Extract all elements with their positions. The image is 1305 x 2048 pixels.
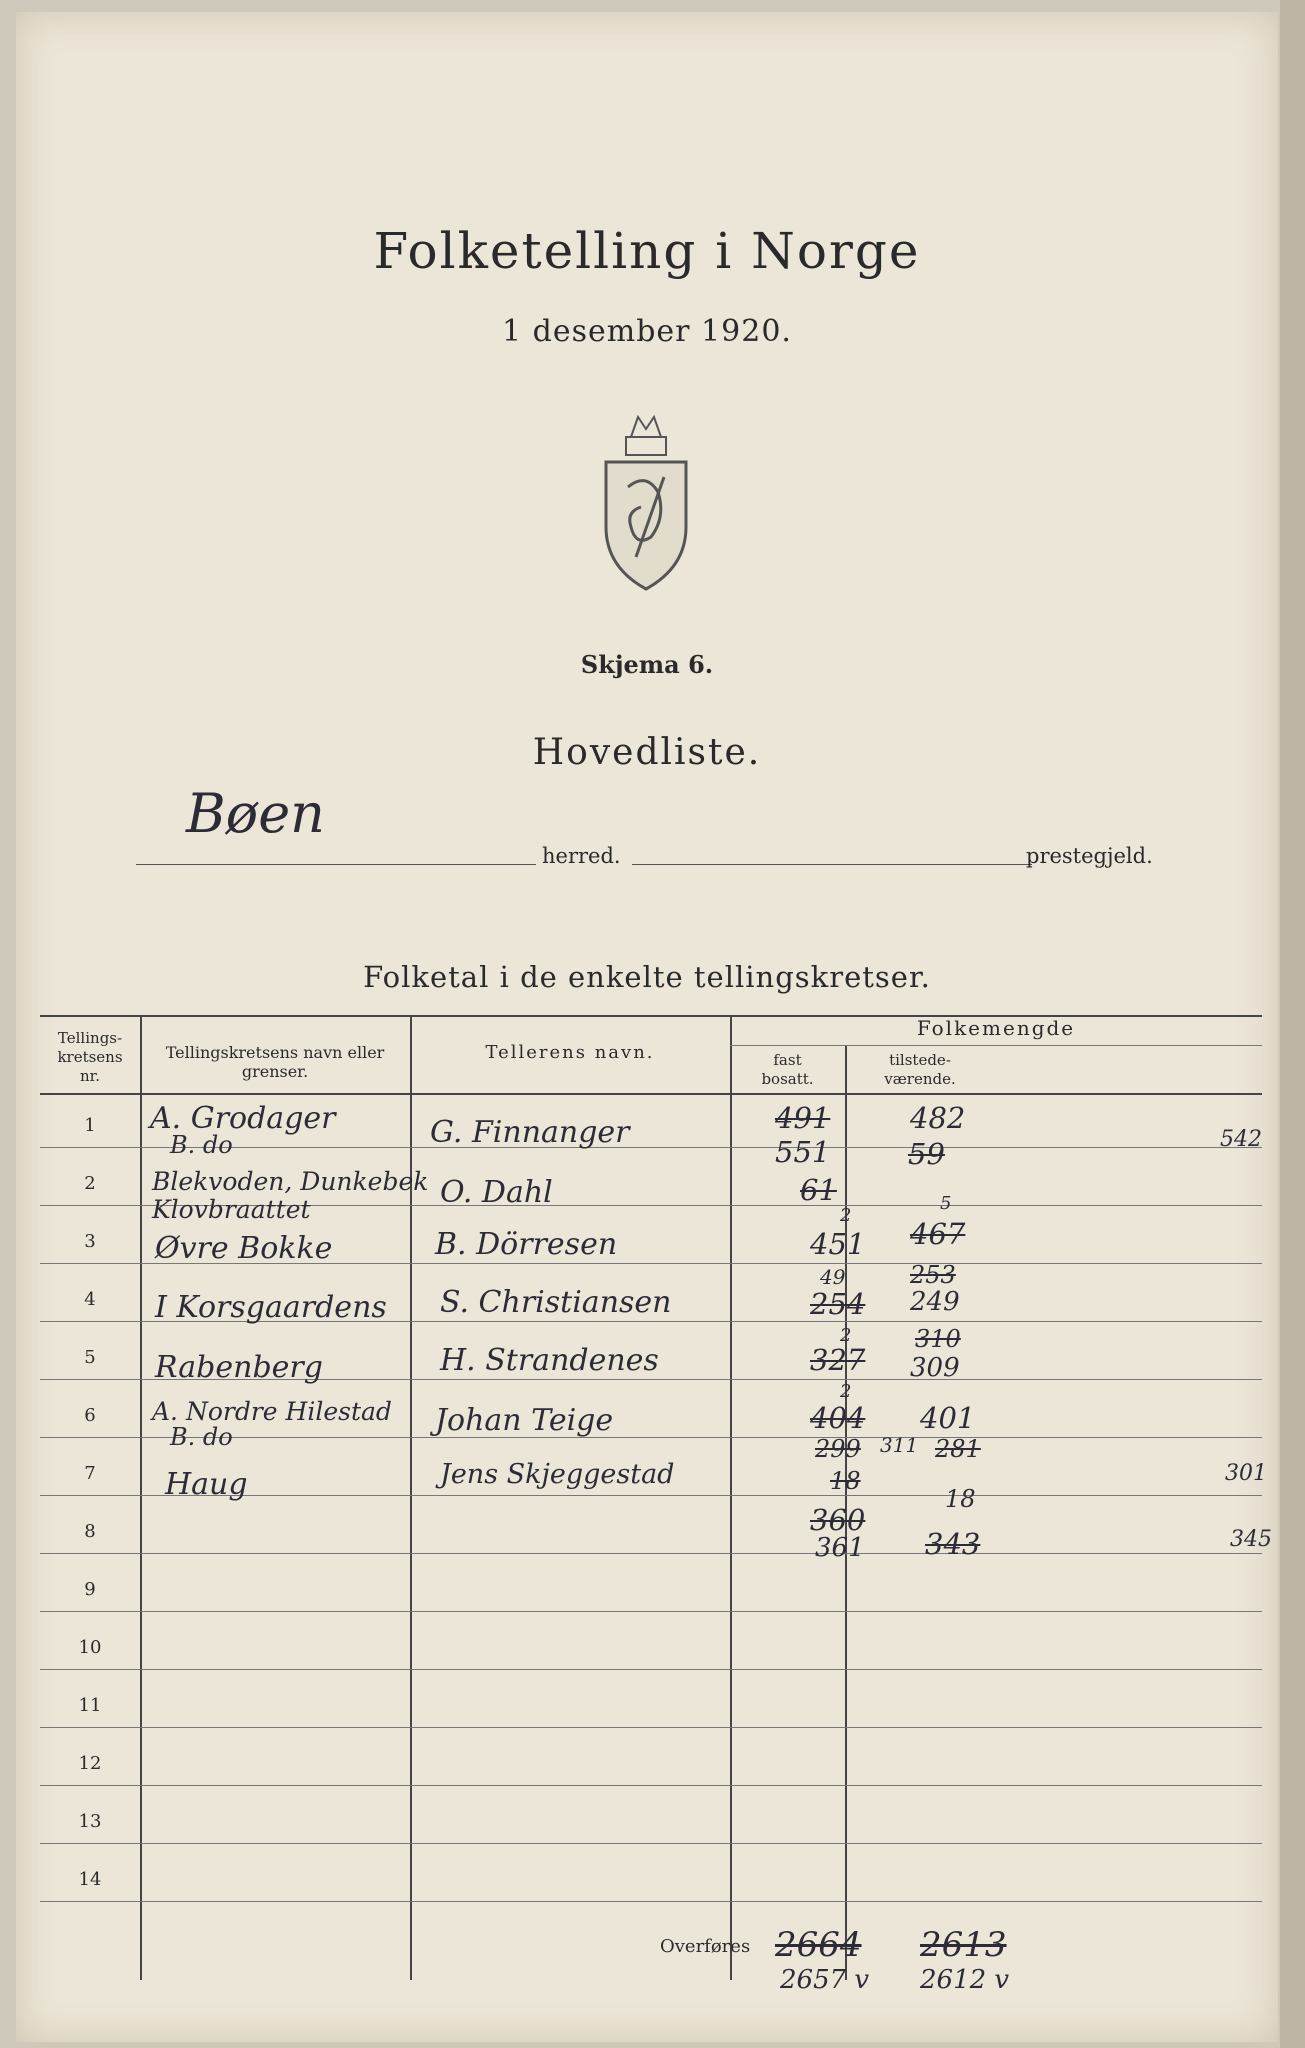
row3-tilst: 467 bbox=[910, 1217, 966, 1251]
row7-tilst: 281 bbox=[935, 1435, 981, 1463]
header-teller: Tellerens navn. bbox=[485, 1042, 655, 1063]
row1-name: A. Grodager bbox=[150, 1101, 336, 1136]
page-edge bbox=[1280, 0, 1305, 2048]
row3-tilst-extra: 5 bbox=[940, 1193, 952, 1214]
row6-tilst: 401 bbox=[920, 1401, 976, 1435]
total-fast-corrected: 2657 v bbox=[780, 1965, 870, 1995]
header-fast: fast bosatt. bbox=[761, 1051, 814, 1088]
herred-line bbox=[136, 864, 536, 865]
section-title: Folketal i de enkelte tellingskretser. bbox=[363, 960, 931, 994]
herred-label: herred. bbox=[542, 844, 621, 868]
census-form-page bbox=[16, 12, 1278, 2042]
form-date: 1 desember 1920. bbox=[502, 314, 792, 349]
row7-tilst-extra: 301 bbox=[1225, 1461, 1267, 1486]
row-number: 6 bbox=[84, 1405, 96, 1426]
row1-fast2: 551 bbox=[775, 1135, 831, 1169]
row3-fast2: 2 bbox=[840, 1205, 852, 1226]
row9-tilst: 343 bbox=[925, 1527, 981, 1561]
row-line bbox=[40, 1785, 1262, 1786]
row2-teller: O. Dahl bbox=[440, 1175, 553, 1210]
form-number: Skjema 6. bbox=[580, 650, 714, 679]
total-fast: 2664 bbox=[775, 1925, 862, 1965]
row-number: 9 bbox=[84, 1579, 96, 1600]
row7-fast2: 311 bbox=[880, 1433, 919, 1457]
row3-teller: B. Dörresen bbox=[435, 1227, 618, 1262]
row1-fast: 491 bbox=[775, 1101, 831, 1135]
row-number: 3 bbox=[84, 1231, 96, 1252]
row3-fast: 451 bbox=[810, 1227, 866, 1261]
prestegjeld-label: prestegjeld. bbox=[1026, 844, 1153, 868]
row-line bbox=[40, 1843, 1262, 1844]
row5-fast: 327 bbox=[810, 1343, 866, 1377]
herred-value: Bøen bbox=[186, 782, 325, 845]
row3-name: Øvre Bokke bbox=[155, 1231, 333, 1266]
overfores-label: Overføres bbox=[660, 1936, 751, 1957]
row-number: 13 bbox=[78, 1811, 102, 1832]
row-number: 10 bbox=[78, 1637, 102, 1658]
census-table bbox=[40, 1015, 1272, 1995]
row4-fast2: 49 bbox=[820, 1265, 846, 1289]
row7-name: Haug bbox=[165, 1467, 248, 1502]
row1-tilst-extra: 542 bbox=[1220, 1127, 1262, 1152]
row6-teller: Johan Teige bbox=[435, 1403, 614, 1438]
row-number: 2 bbox=[84, 1173, 96, 1194]
row-number: 14 bbox=[78, 1869, 102, 1890]
total-tilst-corrected: 2612 v bbox=[920, 1965, 1010, 1995]
row-number: 11 bbox=[78, 1695, 102, 1716]
row4-fast: 254 bbox=[810, 1287, 866, 1321]
row4-name: I Korsgaardens bbox=[155, 1290, 387, 1325]
prestegjeld-line bbox=[632, 864, 1032, 865]
row4-tilst-extra: 249 bbox=[910, 1287, 960, 1317]
row-number: 8 bbox=[84, 1521, 96, 1542]
row8-tilst: 18 bbox=[945, 1485, 976, 1513]
total-tilst: 2613 bbox=[920, 1925, 1007, 1965]
row-line bbox=[40, 1901, 1262, 1902]
row5-fast2: 2 bbox=[840, 1325, 852, 1346]
row-line bbox=[40, 1553, 1262, 1554]
list-title: Hovedliste. bbox=[532, 732, 762, 773]
row1-teller: G. Finnanger bbox=[430, 1115, 630, 1150]
header-nr: Tellings- kretsens nr. bbox=[57, 1029, 123, 1085]
row-number: 1 bbox=[84, 1115, 96, 1136]
row7-teller: Jens Skjeggestad bbox=[440, 1459, 675, 1490]
header-folkemengde: Folkemengde bbox=[916, 1016, 1076, 1040]
row4-teller: S. Christiansen bbox=[440, 1285, 672, 1320]
row6-fast: 404 bbox=[810, 1401, 866, 1435]
coat-of-arms-icon bbox=[596, 407, 696, 592]
row-number: 7 bbox=[84, 1463, 96, 1484]
row5-teller: H. Strandenes bbox=[440, 1343, 659, 1378]
row2-tilst: 59 bbox=[908, 1137, 945, 1171]
row9-fast: 360 bbox=[810, 1503, 866, 1537]
row1-name2: B. do bbox=[170, 1131, 233, 1159]
row2-name: Blekvoden, Dunkebek bbox=[152, 1167, 429, 1196]
row6-name: A. Nordre Hilestad bbox=[152, 1397, 392, 1426]
row1-tilst: 482 bbox=[910, 1101, 966, 1135]
row2-name2: Klovbraattet bbox=[152, 1195, 311, 1224]
row4-tilst: 253 bbox=[910, 1261, 956, 1289]
row5-name: Rabenberg bbox=[155, 1350, 323, 1385]
row-number: 12 bbox=[78, 1753, 102, 1774]
row-number: 5 bbox=[84, 1347, 96, 1368]
row-line bbox=[40, 1727, 1262, 1728]
row9-tilst-extra: 345 bbox=[1230, 1527, 1272, 1552]
row6-fast2: 2 bbox=[840, 1381, 852, 1402]
header-name: Tellingskretsens navn eller grenser. bbox=[165, 1043, 385, 1081]
row9-fast2: 361 bbox=[815, 1533, 865, 1563]
header-tilst: tilstede- værende. bbox=[884, 1051, 956, 1088]
row5-tilst-extra: 309 bbox=[910, 1353, 960, 1383]
row2-fast: 61 bbox=[800, 1173, 837, 1207]
row6-name2: B. do bbox=[170, 1423, 233, 1451]
row8-fast: 18 bbox=[830, 1467, 861, 1495]
form-title: Folketelling i Norge bbox=[373, 222, 921, 280]
row-line bbox=[40, 1669, 1262, 1670]
row-number: 4 bbox=[84, 1289, 96, 1310]
row-line bbox=[40, 1611, 1262, 1612]
row7-fast: 299 bbox=[815, 1435, 861, 1463]
row5-tilst: 310 bbox=[915, 1325, 961, 1353]
